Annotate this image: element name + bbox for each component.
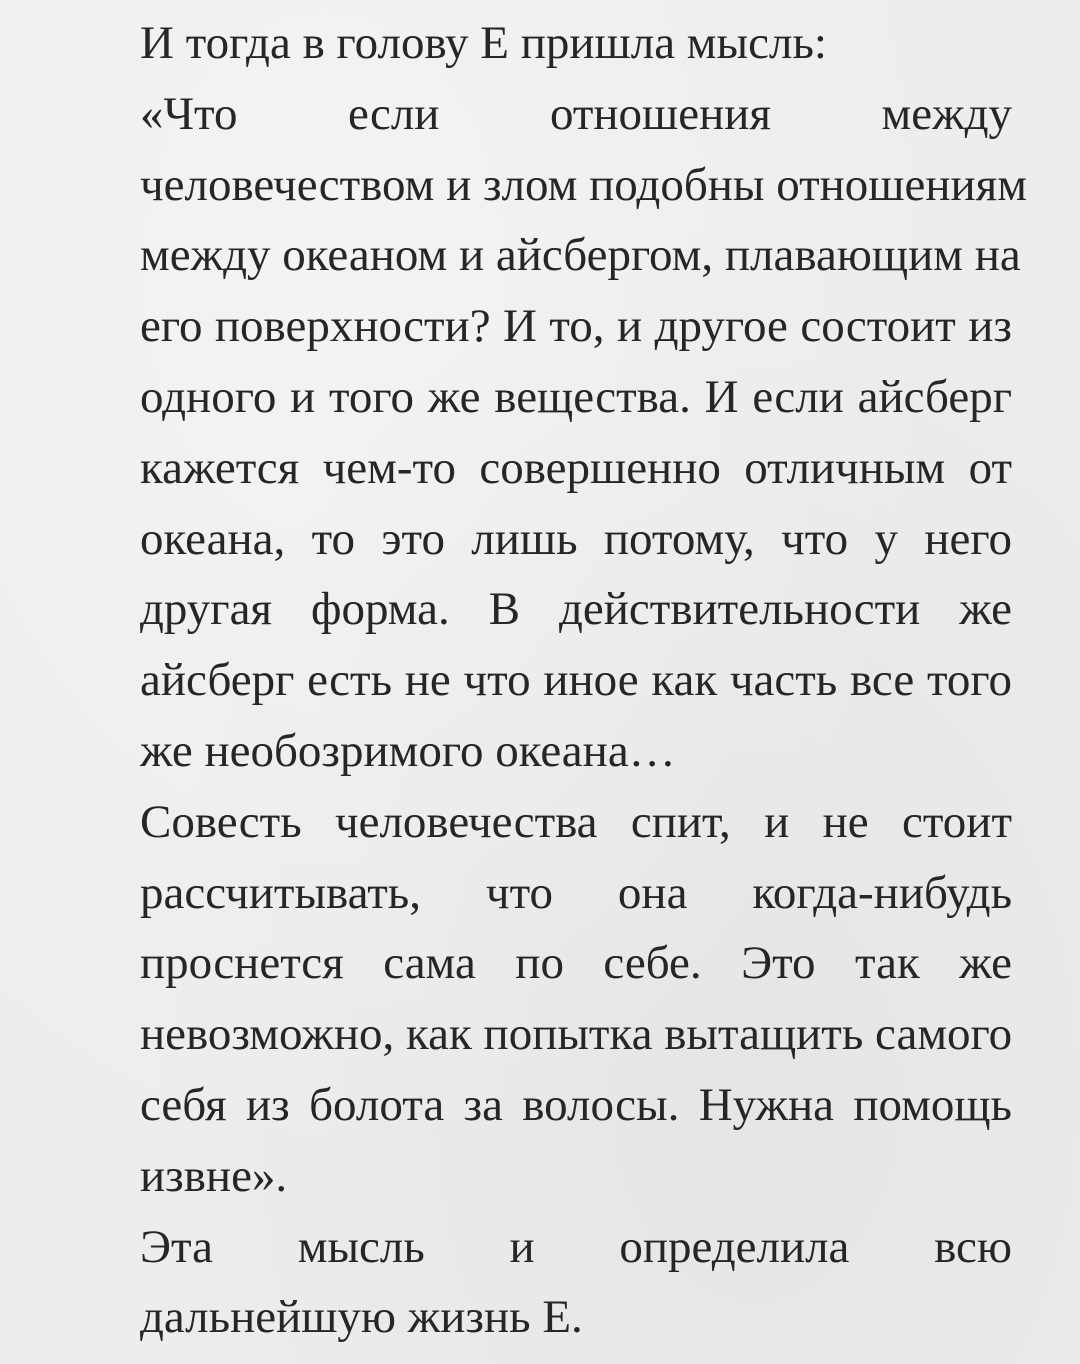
text-line: кажется чем-то совершенно отличным от: [140, 441, 1012, 494]
text-line: же необозримого океана…: [140, 724, 676, 777]
text-line: его поверхности? И то, и другое состоит из: [140, 300, 1012, 353]
text-line: Совесть человечества спит, и не стоит: [140, 795, 1012, 848]
book-text: [68, 8, 1028, 1353]
text-line: океана, то это лишь потому, что у него: [140, 512, 1012, 565]
paragraph-1: [68, 8, 1012, 79]
text-line: другая форма. В действительности же: [140, 583, 1012, 636]
text-line: проснется сама по себе. Это так же: [140, 937, 1012, 990]
text-line: человечеством и злом подобны отношениям: [140, 158, 1028, 211]
text-line: «Что если отношения между: [140, 87, 1012, 140]
text-line: между океаном и айсбергом, плавающим на: [140, 229, 1021, 282]
text-line: извне».: [140, 1149, 288, 1202]
text-line: невозможно, как попытка вытащить самого: [140, 1008, 1013, 1061]
text-line: дальнейшую жизнь Е.: [140, 1291, 583, 1344]
text-line: И тогда в голову Е пришла мысль:: [140, 17, 827, 69]
text-line: себя из болота за волосы. Нужна помощь: [140, 1078, 1012, 1131]
text-line: Эта мысль и определила всю: [140, 1220, 1012, 1273]
paragraph-2: [68, 79, 1028, 787]
text-line: одного и того же вещества. И если айсберг: [140, 370, 1012, 423]
text-line: айсберг есть не что иное как часть все того: [140, 654, 1012, 707]
paragraph-4: [68, 1212, 1012, 1354]
text-line: рассчитывать, что она когда-нибудь: [140, 866, 1012, 919]
paragraph-3: [68, 787, 1012, 1212]
